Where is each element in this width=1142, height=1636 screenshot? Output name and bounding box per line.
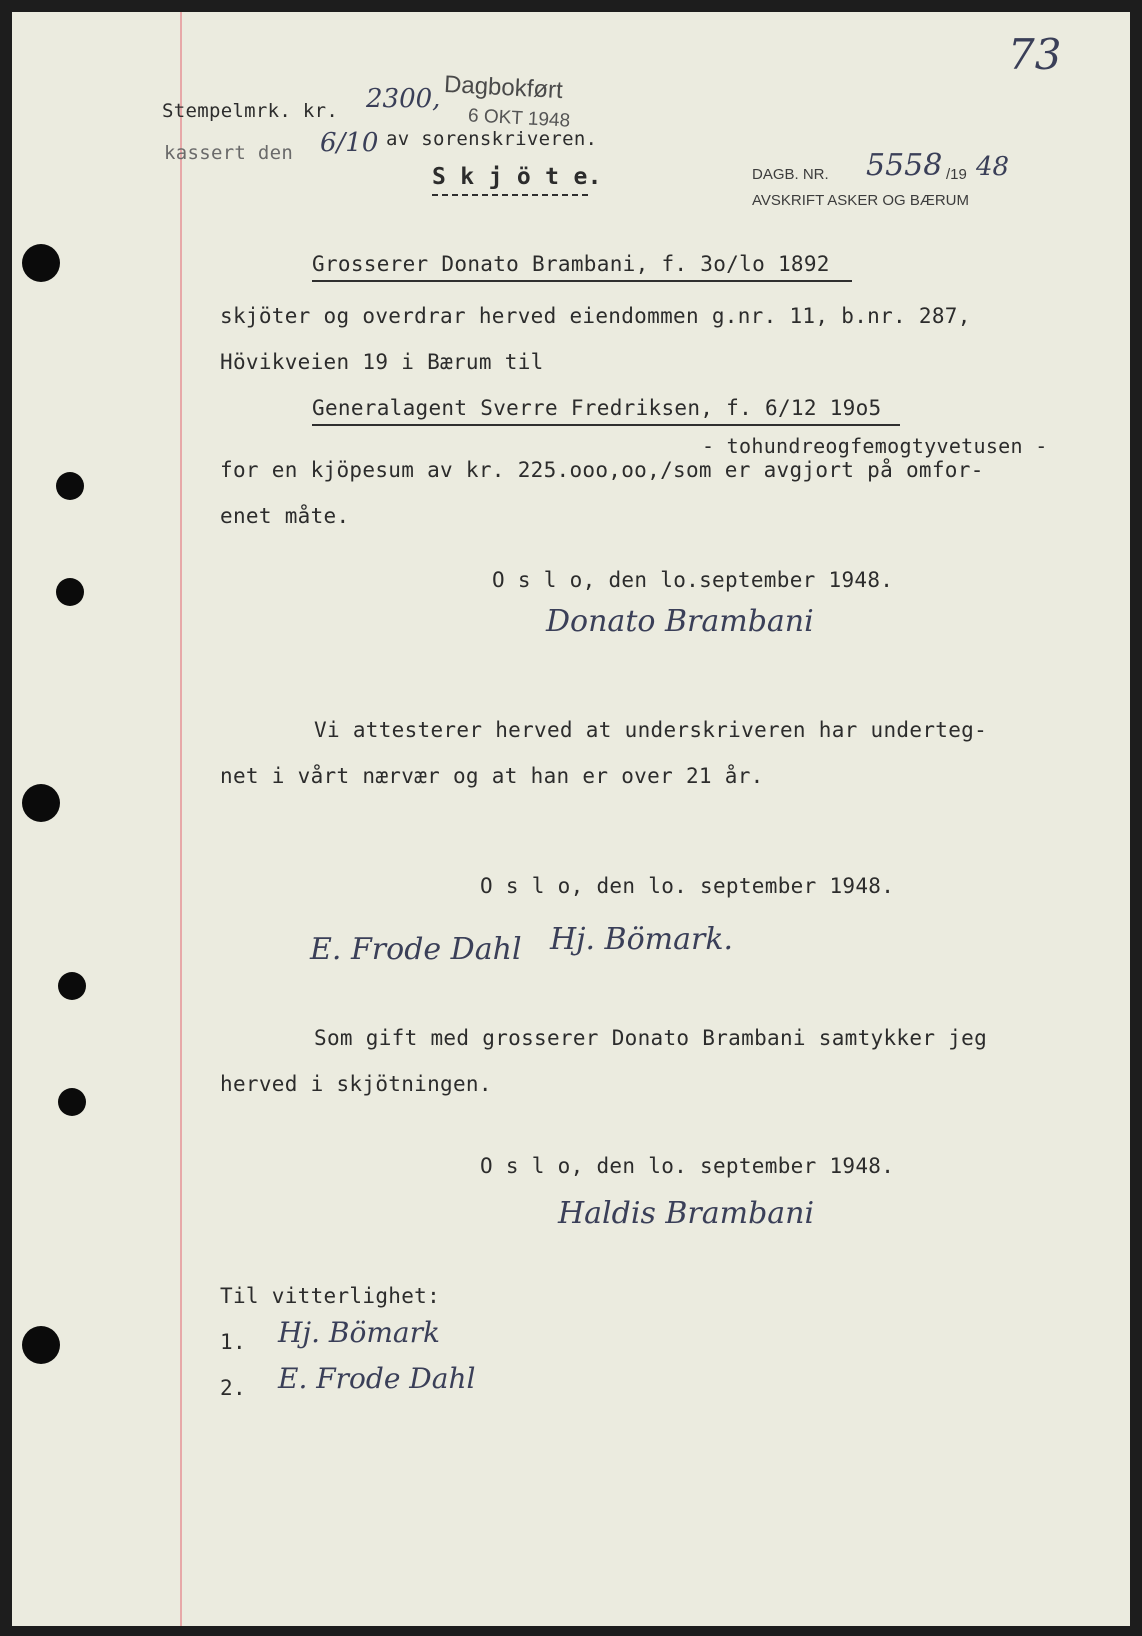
signature-haldis: Haldis Brambani: [558, 1196, 815, 1231]
dagb-office: AVSKRIFT ASKER OG BÆRUM: [752, 192, 969, 209]
dagb-number: 5558: [866, 148, 943, 183]
date-1: O s l o, den lo.september 1948.: [492, 568, 894, 592]
dagbok-stamp-title: Dagbokført: [443, 70, 564, 105]
punch-hole: [22, 784, 60, 822]
dagb-label: DAGB. NR.: [752, 166, 829, 183]
document-page: [12, 12, 1130, 1626]
punch-hole: [22, 1326, 60, 1364]
document-title: S k j ö t e.: [432, 164, 602, 190]
consent-line1: Som gift med grosserer Donato Brambani samtykker jeg: [314, 1026, 988, 1050]
kassert-date: 6/10: [320, 128, 379, 158]
signature-bomark: Hj. Bömark.: [550, 922, 734, 957]
dagb-year-prefix: /19: [946, 166, 967, 183]
page-number: 73: [1008, 30, 1062, 79]
witness-heading: Til vitterlighet:: [220, 1284, 441, 1308]
punch-hole: [58, 1088, 86, 1116]
body1-line2: Hövikveien 19 i Bærum til: [220, 350, 544, 374]
buyer-line: Generalagent Sverre Fredriksen, f. 6/12 19o5: [312, 396, 882, 420]
witness-signature: E. Frode Dahl: [278, 1362, 476, 1395]
punch-hole: [56, 472, 84, 500]
body2-line2: enet måte.: [220, 504, 350, 528]
punch-hole: [58, 972, 86, 1000]
attest-line2: net i vårt nærvær og at han er over 21 år.: [220, 764, 764, 788]
consent-line2: herved i skjötningen.: [220, 1072, 492, 1096]
margin-line: [180, 12, 182, 1626]
witness-number: 1.: [220, 1330, 246, 1354]
seller-line: Grosserer Donato Brambani, f. 3o/lo 1892: [312, 252, 830, 276]
date-2: O s l o, den lo. september 1948.: [480, 874, 895, 898]
kassert-suffix: av sorenskriveren.: [386, 128, 598, 150]
attest-line1: Vi attesterer herved at underskriveren har underteg-: [314, 718, 988, 742]
witness-number: 2.: [220, 1376, 246, 1400]
amount-words: - tohundreogfemogtyvetusen -: [702, 434, 1048, 458]
punch-hole: [22, 244, 60, 282]
dagbok-stamp-date: 6 OKT 1948: [467, 105, 571, 132]
body1-line1: skjöter og overdrar herved eiendommen g.nr. 11, b.nr. 287,: [220, 304, 971, 328]
buyer-underline: [312, 424, 900, 426]
body2-line1: for en kjöpesum av kr. 225.ooo,oo,/som er avgjort på omfor-: [220, 458, 984, 482]
dagb-year: 48: [976, 152, 1010, 182]
title-underline: [432, 194, 588, 196]
witness-signature: Hj. Bömark: [278, 1316, 440, 1349]
seller-underline: [312, 280, 852, 282]
punch-hole: [56, 578, 84, 606]
stamp-label: Stempelmrk. kr.: [162, 100, 339, 122]
stamp-amount: 2300,: [366, 84, 441, 114]
date-3: O s l o, den lo. september 1948.: [480, 1154, 895, 1178]
signature-frode-dahl: E. Frode Dahl: [310, 932, 522, 967]
kassert-prefix: kassert den: [164, 142, 294, 164]
signature-donato: Donato Brambani: [546, 604, 814, 639]
